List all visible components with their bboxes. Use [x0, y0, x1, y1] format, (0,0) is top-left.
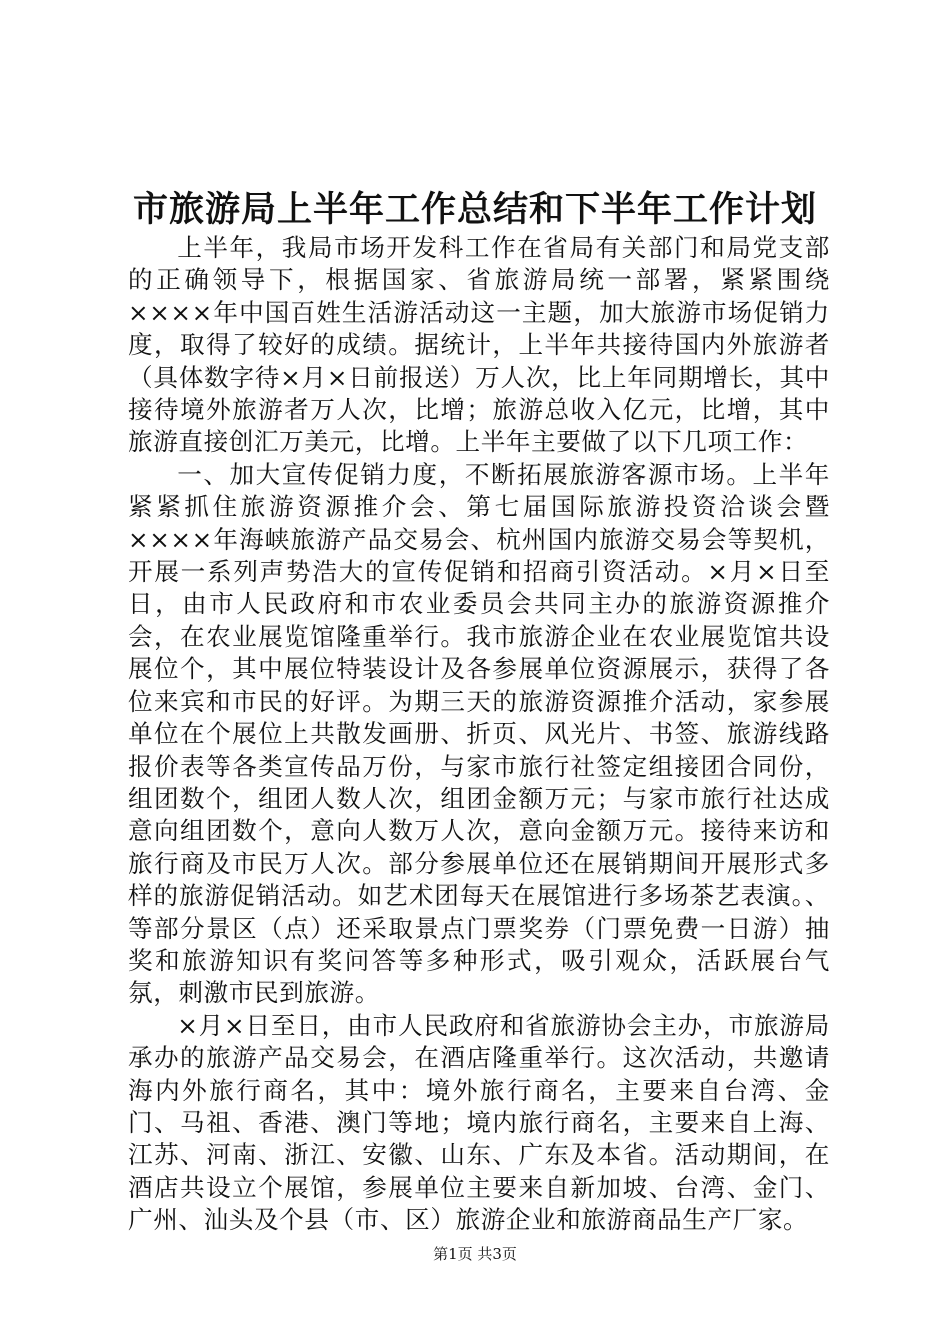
- page-footer: 第1页 共3页: [433, 1245, 517, 1263]
- document-title: 市旅游局上半年工作总结和下半年工作计划: [132, 189, 817, 230]
- paragraph-trade-fair: ×月×日至日，由市人民政府和省旅游协会主办，市旅游局承办的旅游产品交易会，在酒店隆重举行。这次活动，共邀请海内外旅行商名，其中：境外旅行商名，主要来自台湾、金门、马祖、香港、澳门等地；境内旅行商名，主要来自上海、江苏、河南、浙江、安徽、山东、广东及本省。活动期间，在酒店共设立个展馆，参展单位主要来自新加坡、台湾、金门、广州、汕头及个县（市、区）旅游企业和旅游商品生产厂家。: [128, 1010, 830, 1235]
- paragraph-intro: 上半年，我局市场开发科工作在省局有关部门和局党支部的正确领导下，根据国家、省旅游局统一部署，紧紧围绕××××年中国百姓生活游活动这一主题，加大旅游市场促销力度，取得了较好的成绩。据统计，上半年共接待国内外旅游者（具体数字待×月×日前报送）万人次，比上年同期增长，其中接待境外旅游者万人次，比增；旅游总收入亿元，比增，其中旅游直接创汇万美元，比增。上半年主要做了以下几项工作：: [128, 233, 830, 457]
- paragraph-promotion: 一、加大宣传促销力度，不断拓展旅游客源市场。上半年紧紧抓住旅游资源推介会、第七届国际旅游投资洽谈会暨××××年海峡旅游产品交易会、杭州国内旅游交易会等契机，开展一系列声势浩大的宣传促销和招商引资活动。×月×日至日，由市人民政府和市农业委员会共同主办的旅游资源推介会，在农业展览馆隆重举行。我市旅游企业在农业展览馆共设展位个，其中展位特装设计及各参展单位资源展示，获得了各位来宾和市民的好评。为期三天的旅游资源推介活动，家参展单位在个展位上共散发画册、折页、风光片、书签、旅游线路报价表等各类宣传品万份，与家市旅行社签定组接团合同份，组团数个，组团人数人次，组团金额万元；与家市旅行社达成意向组团数个，意向人数万人次，意向金额万元。接待来访和旅行商及市民万人次。部分参展单位还在展销期间开展形式多样的旅游促销活动。如艺术团每天在展馆进行多场茶艺表演。、等部分景区（点）还采取景点门票奖券（门票免费一日游）抽奖和旅游知识有奖问答等多种形式，吸引观众，活跃展台气氛，刺激市民到旅游。: [128, 459, 830, 1008]
- document-body: [128, 232, 830, 1237]
